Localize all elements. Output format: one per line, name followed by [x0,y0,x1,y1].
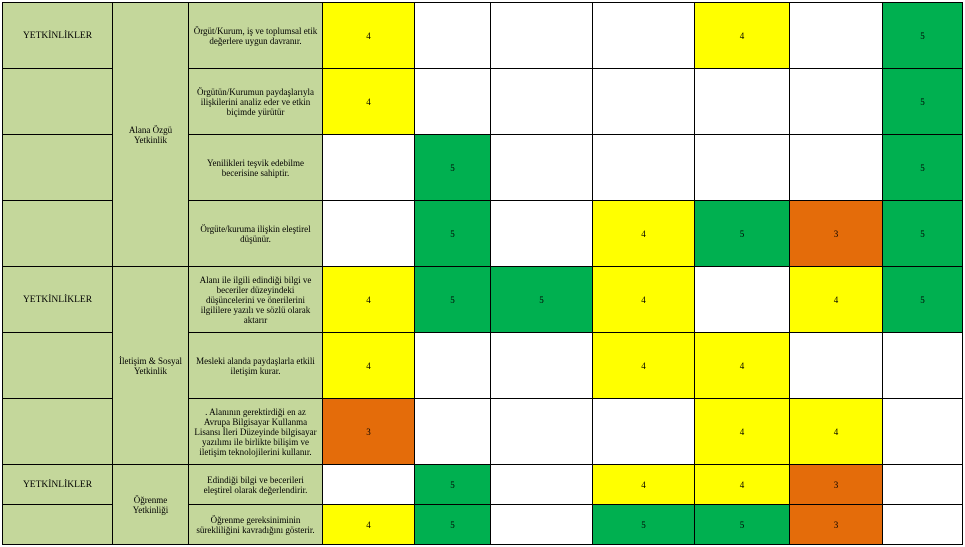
competency-description: Örgütün/Kurumun paydaşlarıyla ilişkilerini analiz eder ve etkin biçimde yürütür [189,69,323,135]
competency-group: Alana Özgü Yetkinlik [113,3,189,267]
score-cell [415,69,491,135]
score-cell [491,201,593,267]
score-cell [593,69,695,135]
score-cell: 4 [695,399,790,465]
score-cell: 5 [415,201,491,267]
score-cell: 4 [323,69,415,135]
score-cell: 4 [593,333,695,399]
competency-description: Örgüt/Kurum, iş ve toplumsal etik değerlere uygun davranır. [189,3,323,69]
score-cell [491,135,593,201]
score-cell: 3 [790,505,883,545]
row-head [3,333,113,399]
score-cell [323,465,415,505]
competency-description: Mesleki alanda paydaşlarla etkili iletişim kurar. [189,333,323,399]
score-cell [491,69,593,135]
score-cell: 4 [593,267,695,333]
score-cell: 4 [323,3,415,69]
row-head [3,135,113,201]
score-cell: 5 [883,3,963,69]
score-cell [491,333,593,399]
score-cell: 4 [323,333,415,399]
score-cell: 4 [593,465,695,505]
score-cell [593,135,695,201]
competency-description: Öğrenme gereksiniminin sürekliliğini kavradığını gösterir. [189,505,323,545]
score-cell [415,333,491,399]
score-cell: 4 [695,465,790,505]
table-row [3,267,963,333]
score-cell: 5 [593,505,695,545]
score-cell [415,399,491,465]
score-cell [883,505,963,545]
row-head: YETKİNLİKLER [3,465,113,505]
row-head: YETKİNLİKLER [3,267,113,333]
competency-description: Alanı ile ilgili edindiği bilgi ve beceriler düzeyindeki düşüncelerini ve önerilerini ilgililere yazılı ve sözlü olarak aktarır [189,267,323,333]
score-cell [883,399,963,465]
competency-description: Örgüte/kuruma ilişkin eleştirel düşünür. [189,201,323,267]
score-cell [415,3,491,69]
score-cell [323,135,415,201]
score-cell: 5 [415,267,491,333]
row-head: YETKİNLİKLER [3,3,113,69]
score-cell: 4 [695,333,790,399]
score-cell: 5 [695,505,790,545]
score-cell: 3 [790,201,883,267]
score-cell [695,69,790,135]
score-cell [491,399,593,465]
competency-description: Edindiği bilgi ve becerileri eleştirel olarak değerlendirir. [189,465,323,505]
score-cell: 3 [790,465,883,505]
row-head [3,505,113,545]
score-cell: 5 [883,201,963,267]
score-cell [883,333,963,399]
competency-matrix [2,2,963,545]
table-row [3,3,963,69]
score-cell [491,3,593,69]
score-cell: 3 [323,399,415,465]
score-cell [491,505,593,545]
row-head [3,399,113,465]
row-head [3,69,113,135]
score-cell [695,135,790,201]
score-cell: 4 [323,267,415,333]
score-cell [790,135,883,201]
competency-group: İletişim & Sosyal Yetkinlik [113,267,189,465]
score-cell [491,465,593,505]
score-cell [790,69,883,135]
score-cell [790,3,883,69]
score-cell [883,465,963,505]
score-cell: 4 [593,201,695,267]
score-cell: 4 [790,399,883,465]
score-cell: 5 [883,135,963,201]
competency-description: . Alanının gerektirdiği en az Avrupa Bilgisayar Kullanma Lisansı İleri Düzeyinde bilgisayar yazılımı ile birlikte bilişim ve iletişim teknolojilerini kullanır. [189,399,323,465]
score-cell: 5 [415,465,491,505]
score-cell [323,201,415,267]
competency-group: Öğrenme Yetkinliği [113,465,189,545]
score-cell [790,333,883,399]
score-cell [695,267,790,333]
score-cell [593,3,695,69]
score-cell: 4 [323,505,415,545]
score-cell: 5 [491,267,593,333]
score-cell: 5 [415,135,491,201]
score-cell [593,399,695,465]
score-cell: 4 [695,3,790,69]
score-cell: 5 [415,505,491,545]
row-head [3,201,113,267]
competency-description: Yenilikleri teşvik edebilme becerisine sahiptir. [189,135,323,201]
table-row [3,465,963,505]
score-cell: 4 [790,267,883,333]
score-cell: 5 [695,201,790,267]
score-cell: 5 [883,267,963,333]
score-cell: 5 [883,69,963,135]
